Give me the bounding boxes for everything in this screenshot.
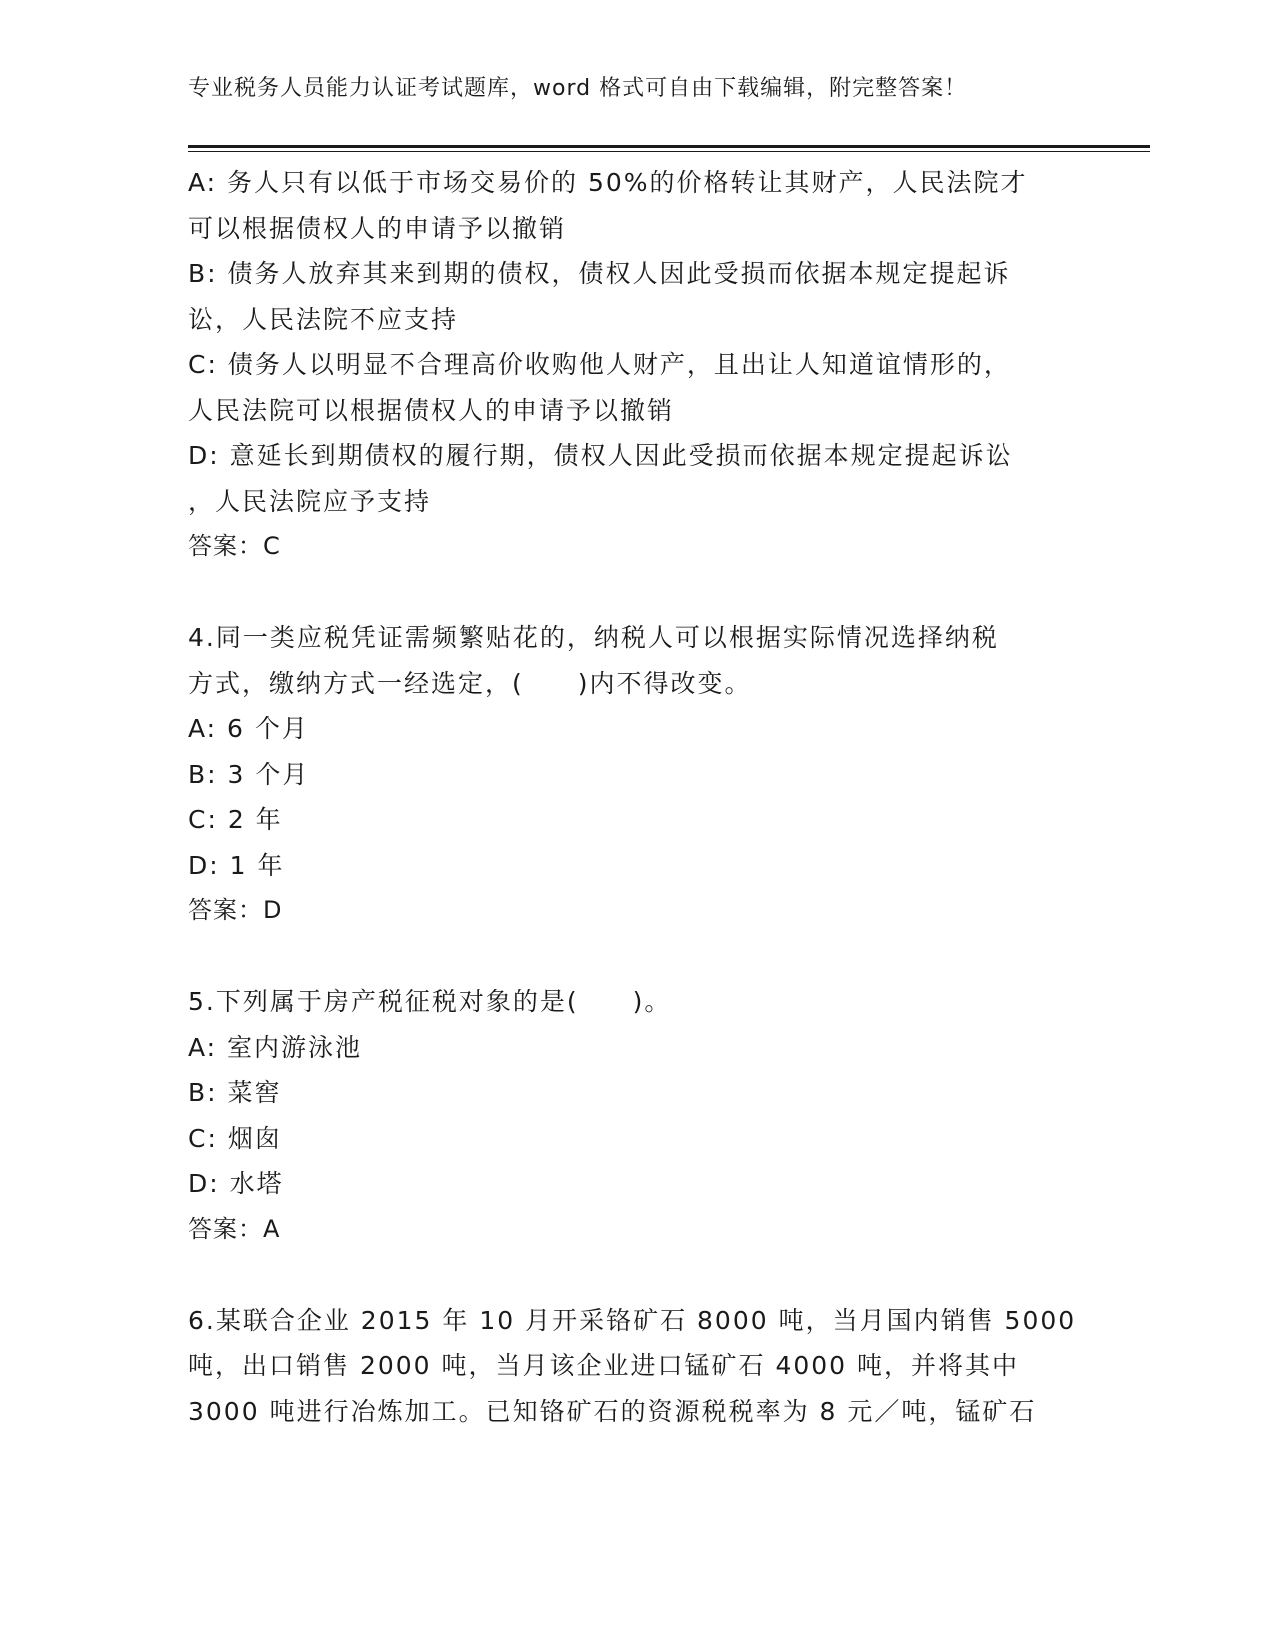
header-rule-thin	[188, 151, 1150, 152]
question-4-stem-line-2: 方式，缴纳方式一经选定，( )内不得改变。	[188, 668, 752, 698]
document-body	[188, 160, 1088, 1434]
question-4-option-a: A: 6 个月	[188, 714, 309, 743]
page-header: 专业税务人员能力认证考试题库，word 格式可自由下载编辑，附完整答案！	[188, 76, 968, 101]
question-5-answer: 答案：A	[188, 1214, 281, 1243]
option-a-line-1: A: 务人只有以低于市场交易价的 50%的价格转让其财产，人民法院才	[188, 168, 1028, 197]
question-4-option-b: B: 3 个月	[188, 759, 310, 789]
spacer	[188, 570, 1088, 616]
option-d-line-1: D: 意延长到期债权的履行期，债权人因此受损而依据本规定提起诉讼	[188, 441, 1013, 470]
question-5-option-d: D: 水塔	[188, 1169, 284, 1198]
question-4	[188, 615, 1088, 934]
option-c-line-1: C: 债务人以明显不合理高价收购他人财产，且出让人知道谊情形的，	[188, 350, 1011, 379]
question-3-options	[188, 160, 1088, 524]
question-6-stem-line-1: 6.某联合企业 2015 年 10 月开采铬矿石 8000 吨，当月国内销售 5000	[188, 1305, 1077, 1335]
question-4-answer: 答案：D	[188, 896, 283, 924]
option-c-line-2: 人民法院可以根据债权人的申请予以撤销	[188, 395, 675, 425]
question-5-stem-line-1: 5.下列属于房产税征税对象的是( )。	[188, 987, 672, 1016]
spacer	[188, 934, 1088, 980]
question-4-stem-line-1: 4.同一类应税凭证需频繁贴花的，纳税人可以根据实际情况选择纳税	[188, 623, 999, 652]
question-5-option-a: A: 室内游泳池	[188, 1032, 363, 1062]
option-b-line-2: 讼，人民法院不应支持	[188, 304, 459, 334]
question-6-stem-line-2: 吨，出口销售 2000 吨，当月该企业进口锰矿石 4000 吨，并将其中	[188, 1351, 1020, 1380]
question-5-option-c: C: 烟囱	[188, 1123, 282, 1153]
spacer	[188, 1252, 1088, 1298]
question-6-stem-line-3: 3000 吨进行冶炼加工。已知铬矿石的资源税税率为 8 元／吨，锰矿石	[188, 1396, 1037, 1426]
question-4-option-d: D: 1 年	[188, 850, 285, 880]
header-rule	[188, 145, 1150, 148]
question-6	[188, 1298, 1088, 1435]
option-a-line-2: 可以根据债权人的申请予以撤销	[188, 213, 567, 243]
question-5	[188, 979, 1088, 1252]
question-5-option-b: B: 菜窖	[188, 1078, 282, 1107]
question-4-option-c: C: 2 年	[188, 805, 283, 834]
question-3-answer: 答案：C	[188, 532, 281, 560]
option-b-line-1: B: 债务人放弃其来到期的债权，债权人因此受损而依据本规定提起诉	[188, 259, 1011, 288]
option-d-line-2: ，人民法院应予支持	[188, 486, 432, 516]
